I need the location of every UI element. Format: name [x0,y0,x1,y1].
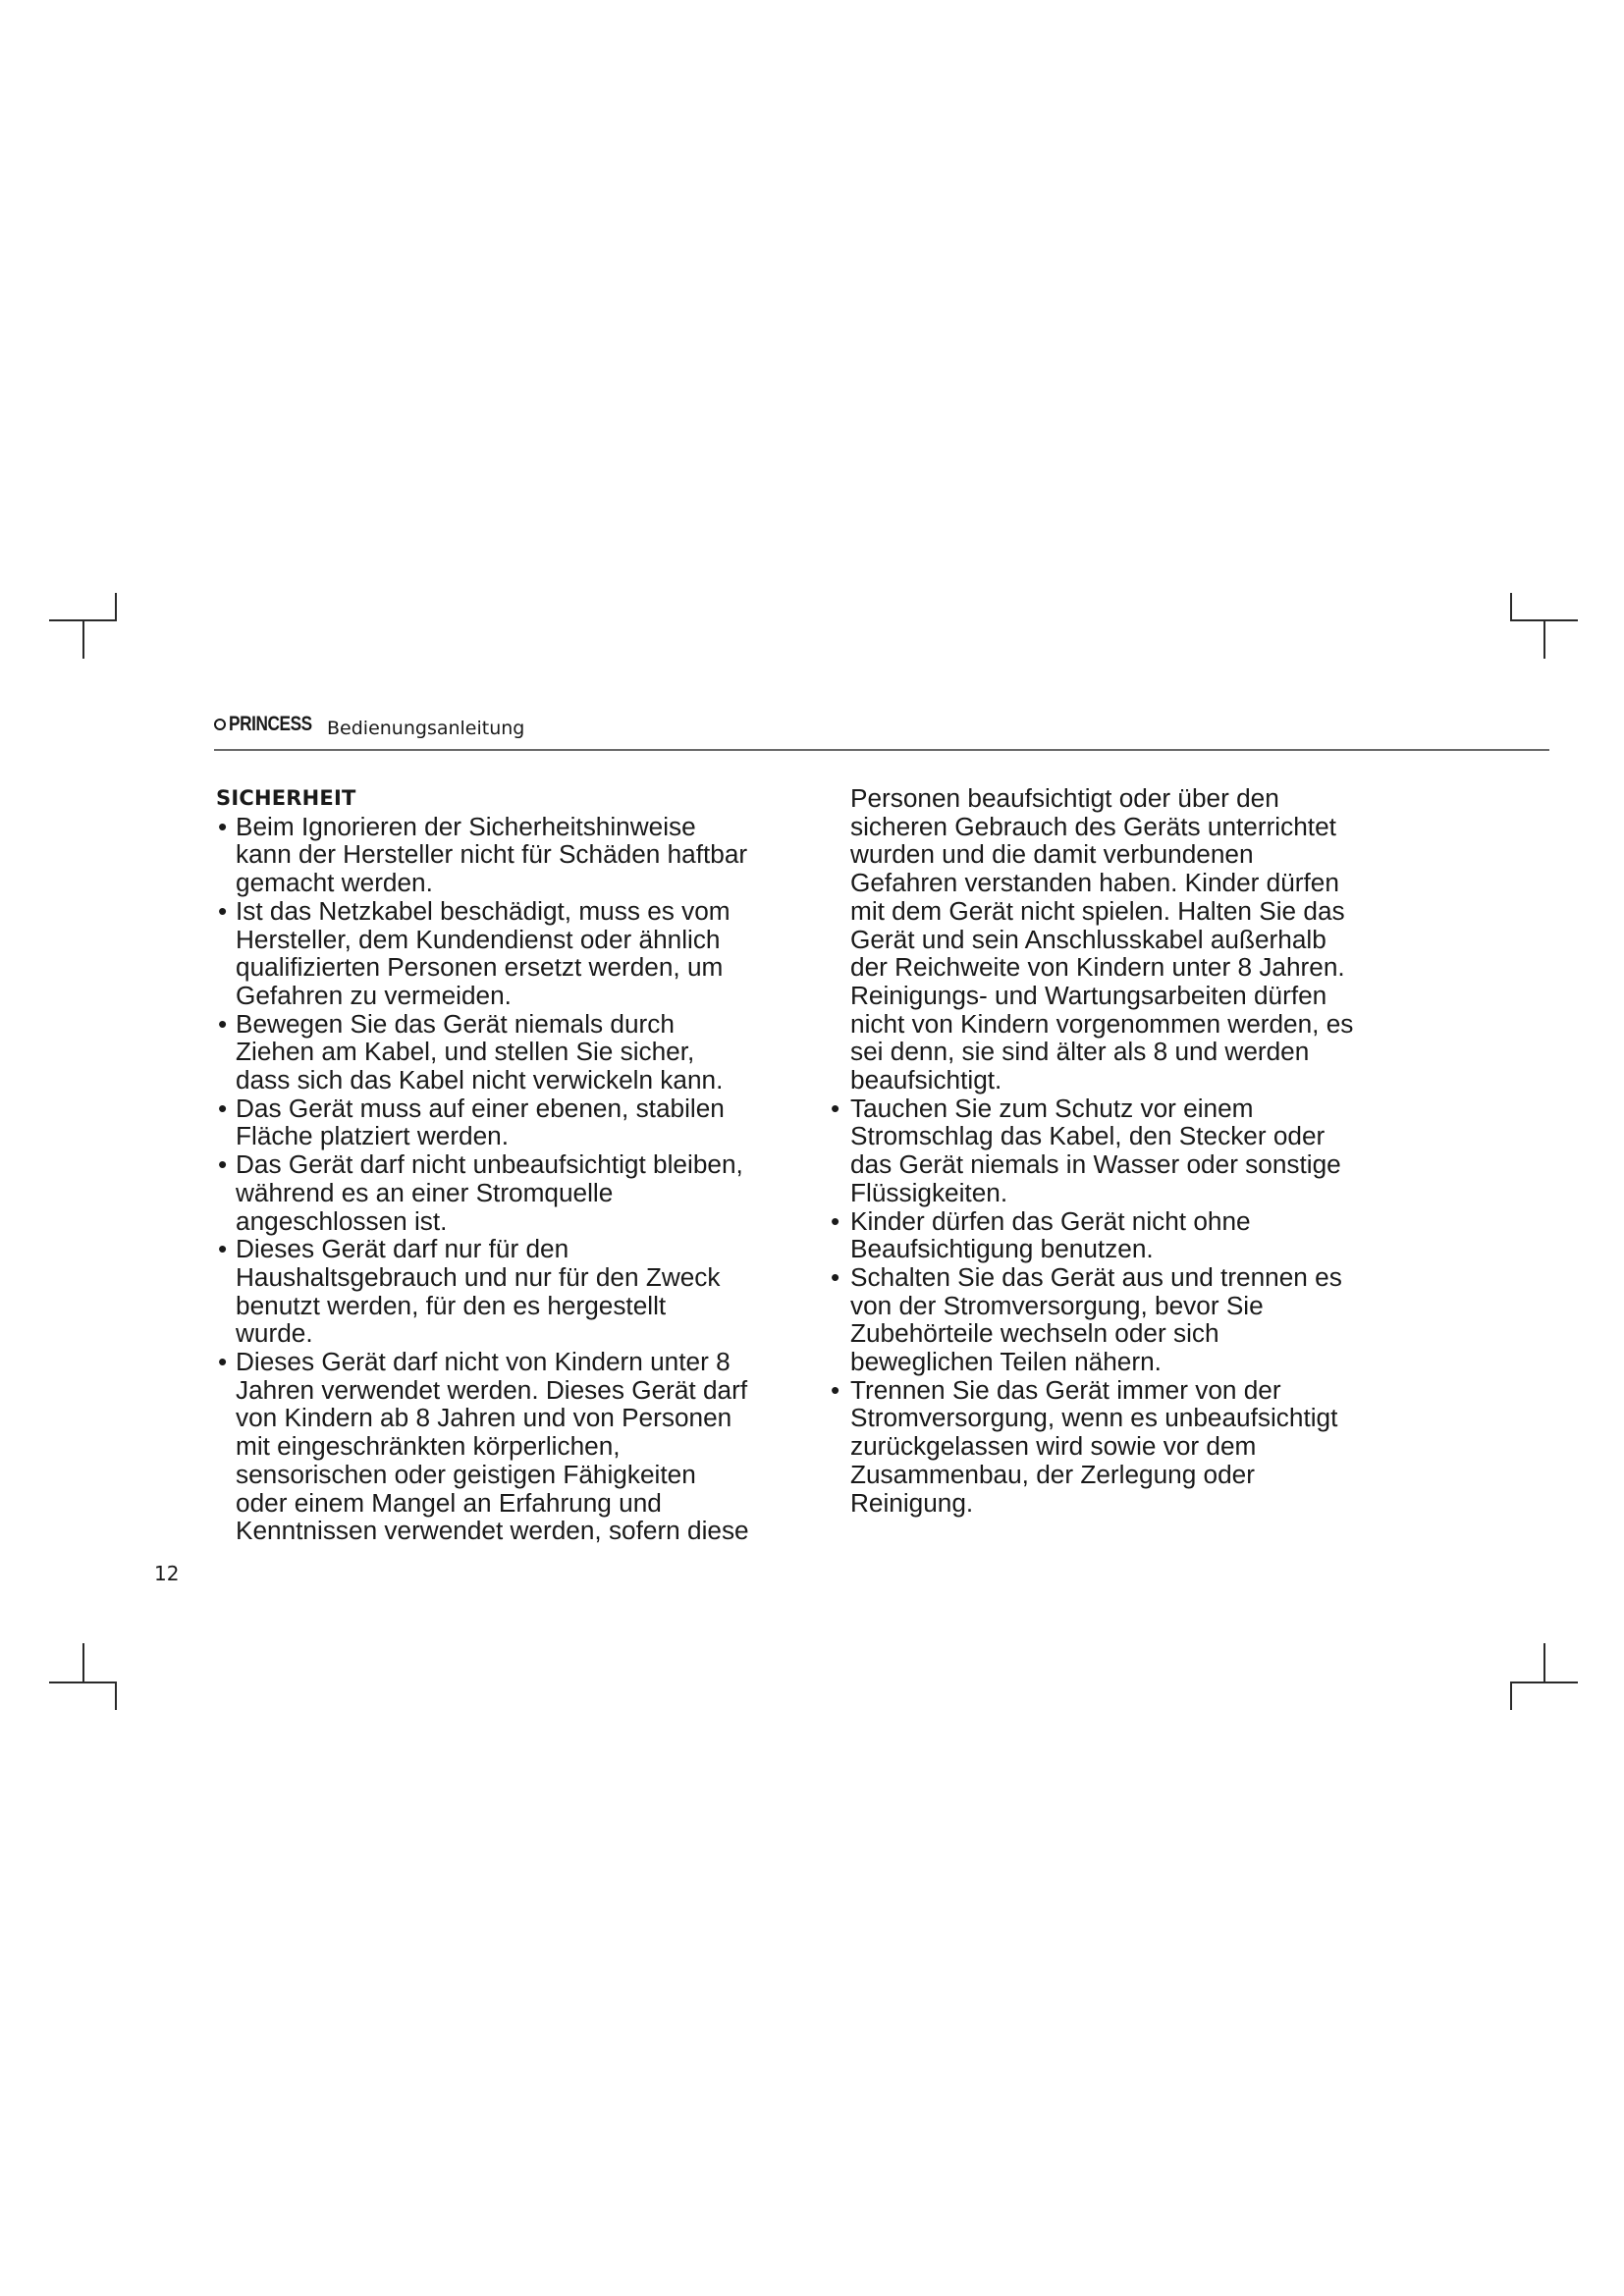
left-column [216,784,825,1545]
text-line: Bewegen Sie das Gerät niemals durch [236,1008,675,1039]
text-line: Beaufsichtigung benutzen. [850,1234,1154,1264]
bullet-icon: • [831,1261,840,1292]
bullet-icon: • [218,811,228,841]
text-line: beaufsichtigt. [850,1065,1002,1095]
list-item [216,1348,825,1545]
text-line: Jahren verwendet werden. Dieses Gerät darf [236,1374,748,1405]
text-line: von Kindern ab 8 Jahren und von Personen [236,1403,732,1433]
text-line: wurde. [236,1318,313,1349]
brand-name: PRINCESS [229,713,312,735]
list-item [831,1207,1439,1263]
text-line: Ziehen am Kabel, und stellen Sie sicher, [236,1037,695,1067]
text-line: nicht von Kindern vorgenommen werden, es [850,1008,1354,1039]
text-line: Hersteller, dem Kundendienst oder ähnlich [236,924,721,954]
bullet-icon: • [218,895,228,926]
list-item [216,897,825,1010]
list-item [216,813,825,897]
text-line: Trennen Sie das Gerät immer von der [850,1374,1281,1405]
text-line: Das Gerät muss auf einer ebenen, stabilen [236,1093,725,1123]
text-line: Flüssigkeiten. [850,1177,1008,1207]
text-line: Ist das Netzkabel beschädigt, muss es vom [236,895,731,926]
text-line: angeschlossen ist. [236,1205,448,1236]
text-line: Zusammenbau, der Zerlegung oder [850,1459,1255,1489]
list-item [216,1095,825,1150]
text-line: mit dem Gerät nicht spielen. Halten Sie das [850,895,1345,926]
section-title: SICHERHEIT [216,786,356,810]
text-line: Dieses Gerät darf nur für den [236,1234,569,1264]
bullet-icon: • [831,1093,840,1123]
text-line: Kinder dürfen das Gerät nicht ohne [850,1205,1251,1236]
text-line: Personen beaufsichtigt oder über den [850,783,1279,813]
page-header [214,709,1549,742]
text-line: sei denn, sie sind älter als 8 und werden [850,1037,1310,1067]
text-line: das Gerät niemals in Wasser oder sonstige [850,1149,1341,1180]
text-line: Reinigung. [850,1487,974,1518]
list-item [216,1150,825,1235]
text-line: während es an einer Stromquelle [236,1177,614,1207]
bullet-icon: • [218,1149,228,1180]
right-column [831,784,1439,1517]
bullet-icon: • [218,1347,228,1377]
bullet-list [831,1095,1439,1518]
list-item [831,1263,1439,1376]
header-divider [214,749,1549,751]
list-item [831,1376,1439,1518]
bullet-icon: • [218,1008,228,1039]
text-line: Zubehörteile wechseln oder sich [850,1318,1219,1349]
text-line: der Reichweite von Kindern unter 8 Jahren. [850,952,1345,983]
text-line: qualifizierten Personen ersetzt werden, um [236,952,724,983]
text-line: kann der Hersteller nicht für Schäden haftbar [236,839,748,870]
brand-logo [214,713,330,736]
text-line: von der Stromversorgung, bevor Sie [850,1290,1264,1320]
text-line: sensorischen oder geistigen Fähigkeiten [236,1459,696,1489]
text-line: oder einem Mangel an Erfahrung und [236,1487,662,1518]
text-line: wurden und die damit verbundenen [850,839,1254,870]
text-line: Schalten Sie das Gerät aus und trennen es [850,1261,1342,1292]
text-line: Haushaltsgebrauch und nur für den Zweck [236,1261,721,1292]
text-line: Fläche platziert werden. [236,1121,510,1151]
page-number: 12 [154,1562,180,1585]
text-line: beweglichen Teilen nähern. [850,1347,1162,1377]
list-item [216,1235,825,1348]
continued-paragraph [831,784,1439,1095]
text-line: Das Gerät darf nicht unbeaufsichtigt bleiben, [236,1149,743,1180]
text-line: Tauchen Sie zum Schutz vor einem [850,1093,1254,1123]
list-item [831,1095,1439,1207]
text-line: dass sich das Kabel nicht verwickeln kann. [236,1065,724,1095]
text-line: zurückgelassen wird sowie vor dem [850,1431,1257,1462]
bullet-icon: • [831,1374,840,1405]
text-line: sicheren Gebrauch des Geräts unterrichtet [850,811,1336,841]
text-line: Kenntnissen verwendet werden, sofern diese [236,1516,749,1546]
text-line: Beim Ignorieren der Sicherheitshinweise [236,811,696,841]
manual-title: Bedienungsanleitung [327,718,525,739]
text-line: mit eingeschränkten körperlichen, [236,1431,621,1462]
text-line: Stromschlag das Kabel, den Stecker oder [850,1121,1326,1151]
text-line: gemacht werden. [236,868,433,898]
text-line: Gerät und sein Anschlusskabel außerhalb [850,924,1326,954]
text-line: Gefahren zu vermeiden. [236,980,512,1010]
bullet-list [216,813,825,1545]
list-item [216,1010,825,1095]
bullet-icon: • [218,1093,228,1123]
text-line: benutzt werden, für den es hergestellt [236,1290,667,1320]
text-line: Stromversorgung, wenn es unbeaufsichtigt [850,1403,1338,1433]
brand-crown-icon [214,719,226,730]
bullet-icon: • [218,1234,228,1264]
bullet-icon: • [831,1205,840,1236]
text-line: Gefahren verstanden haben. Kinder dürfen [850,868,1339,898]
text-line: Reinigungs- und Wartungsarbeiten dürfen [850,980,1327,1010]
text-line: Dieses Gerät darf nicht von Kindern unter 8 [236,1347,731,1377]
